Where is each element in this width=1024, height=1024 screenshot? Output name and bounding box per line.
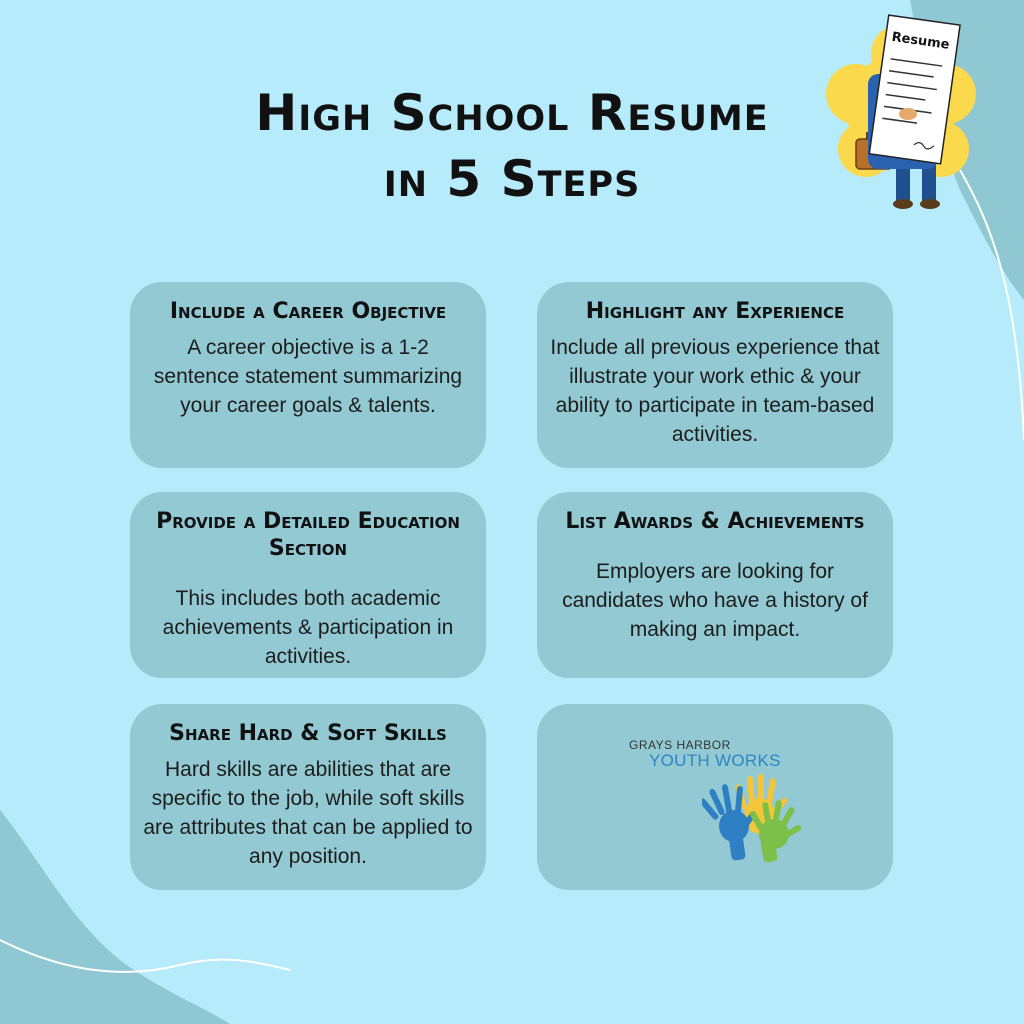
logo-top-text: GRAYS HARBOR: [629, 738, 731, 752]
step-heading: Share Hard & Soft Skills: [169, 721, 447, 746]
step-card-experience: [537, 282, 893, 468]
step-card-skills: [130, 704, 486, 890]
step-body: This includes both academic achievements & participation in activities.: [162, 587, 454, 668]
step-heading: Highlight any Experience: [585, 299, 845, 324]
title-line-1: High School Resume: [255, 84, 769, 142]
hands-logo-icon: [702, 774, 812, 864]
step-card-career-objective: [130, 282, 486, 468]
step-card-awards: [537, 492, 893, 678]
logo-card: [537, 704, 893, 890]
step-heading: Include a Career Objective: [169, 299, 447, 324]
step-heading: Provide a Detailed Education Section: [156, 509, 460, 561]
resume-sign-text: Resume: [890, 29, 951, 53]
step-card-education: [130, 492, 486, 678]
step-body: Hard skills are abilities that are specific to the job, while soft skills are attributes that can be applied to any position.: [143, 758, 473, 868]
step-body: Include all previous experience that illustrate your work ethic & your ability to participate in team-based activities.: [550, 336, 880, 446]
step-body: Employers are looking for candidates who have a history of making an impact.: [562, 560, 868, 641]
title-line-2: in 5 Steps: [383, 150, 641, 208]
resume-person-illustration: [826, 14, 976, 214]
step-body: A career objective is a 1-2 sentence statement summarizing your career goals & talents.: [153, 336, 463, 417]
logo-main-text: YOUTH WORKS: [649, 751, 781, 770]
step-heading: List Awards & Achievements: [565, 509, 865, 534]
